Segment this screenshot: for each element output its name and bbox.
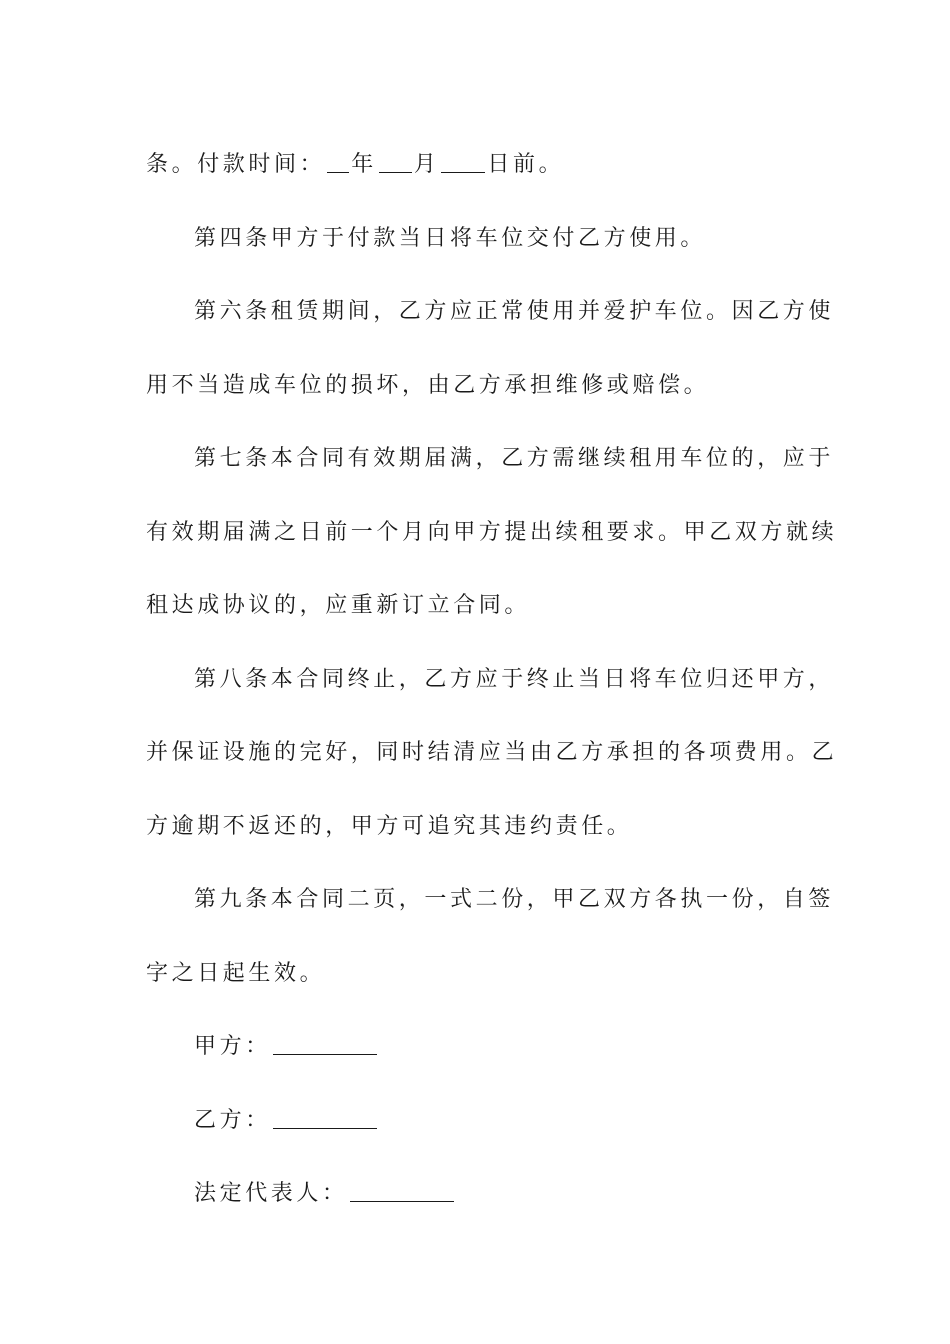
party-a-blank bbox=[273, 1034, 377, 1055]
article-8-line-1: 第八条本合同终止，乙方应于终止当日将车位归还甲方， bbox=[194, 666, 835, 692]
party-a-label: 甲方： bbox=[194, 1034, 271, 1059]
legal-rep-blank bbox=[350, 1181, 454, 1202]
year-blank bbox=[327, 152, 349, 173]
article-9-line-1: 第九条本合同二页，一式二份，甲乙双方各执一份，自签 bbox=[194, 887, 835, 912]
party-b-blank bbox=[273, 1108, 377, 1129]
year-label: 年 bbox=[351, 152, 377, 177]
month-blank bbox=[379, 152, 412, 173]
article-7-line-1: 第七条本合同有效期届满，乙方需继续租用车位的，应于 bbox=[194, 446, 835, 471]
contract-body bbox=[146, 128, 838, 1231]
article-9-line-2: 字之日起生效。 bbox=[146, 960, 326, 986]
day-blank bbox=[441, 152, 485, 173]
payment-time-label: 条。付款时间： bbox=[146, 152, 326, 177]
day-label: 日前。 bbox=[487, 152, 565, 177]
payment-time-line bbox=[146, 128, 806, 202]
article-8-line-2: 并保证设施的完好，同时结清应当由乙方承担的各项费用。乙 bbox=[146, 740, 838, 765]
article-7-line-2: 有效期届满之日前一个月向甲方提出续租要求。甲乙双方就续 bbox=[146, 519, 838, 545]
article-8-line-3: 方逾期不返还的，甲方可追究其违约责任。 bbox=[146, 813, 633, 839]
month-label: 月 bbox=[413, 152, 440, 177]
article-6-line-1: 第六条租赁期间，乙方应正常使用并爱护车位。因乙方使 bbox=[194, 299, 835, 324]
article-6-line-2: 用不当造成车位的损坏，由乙方承担维修或赔偿。 bbox=[146, 372, 710, 398]
article-4: 第四条甲方于付款当日将车位交付乙方使用。 bbox=[194, 225, 707, 251]
party-b-label: 乙方： bbox=[194, 1107, 271, 1133]
article-7-line-3: 租达成协议的，应重新订立合同。 bbox=[146, 593, 531, 618]
party-a-signature-line bbox=[146, 1010, 806, 1084]
party-b-signature-line bbox=[146, 1084, 806, 1158]
legal-rep-signature-line bbox=[146, 1157, 806, 1231]
legal-rep-label: 法定代表人： bbox=[194, 1181, 348, 1206]
